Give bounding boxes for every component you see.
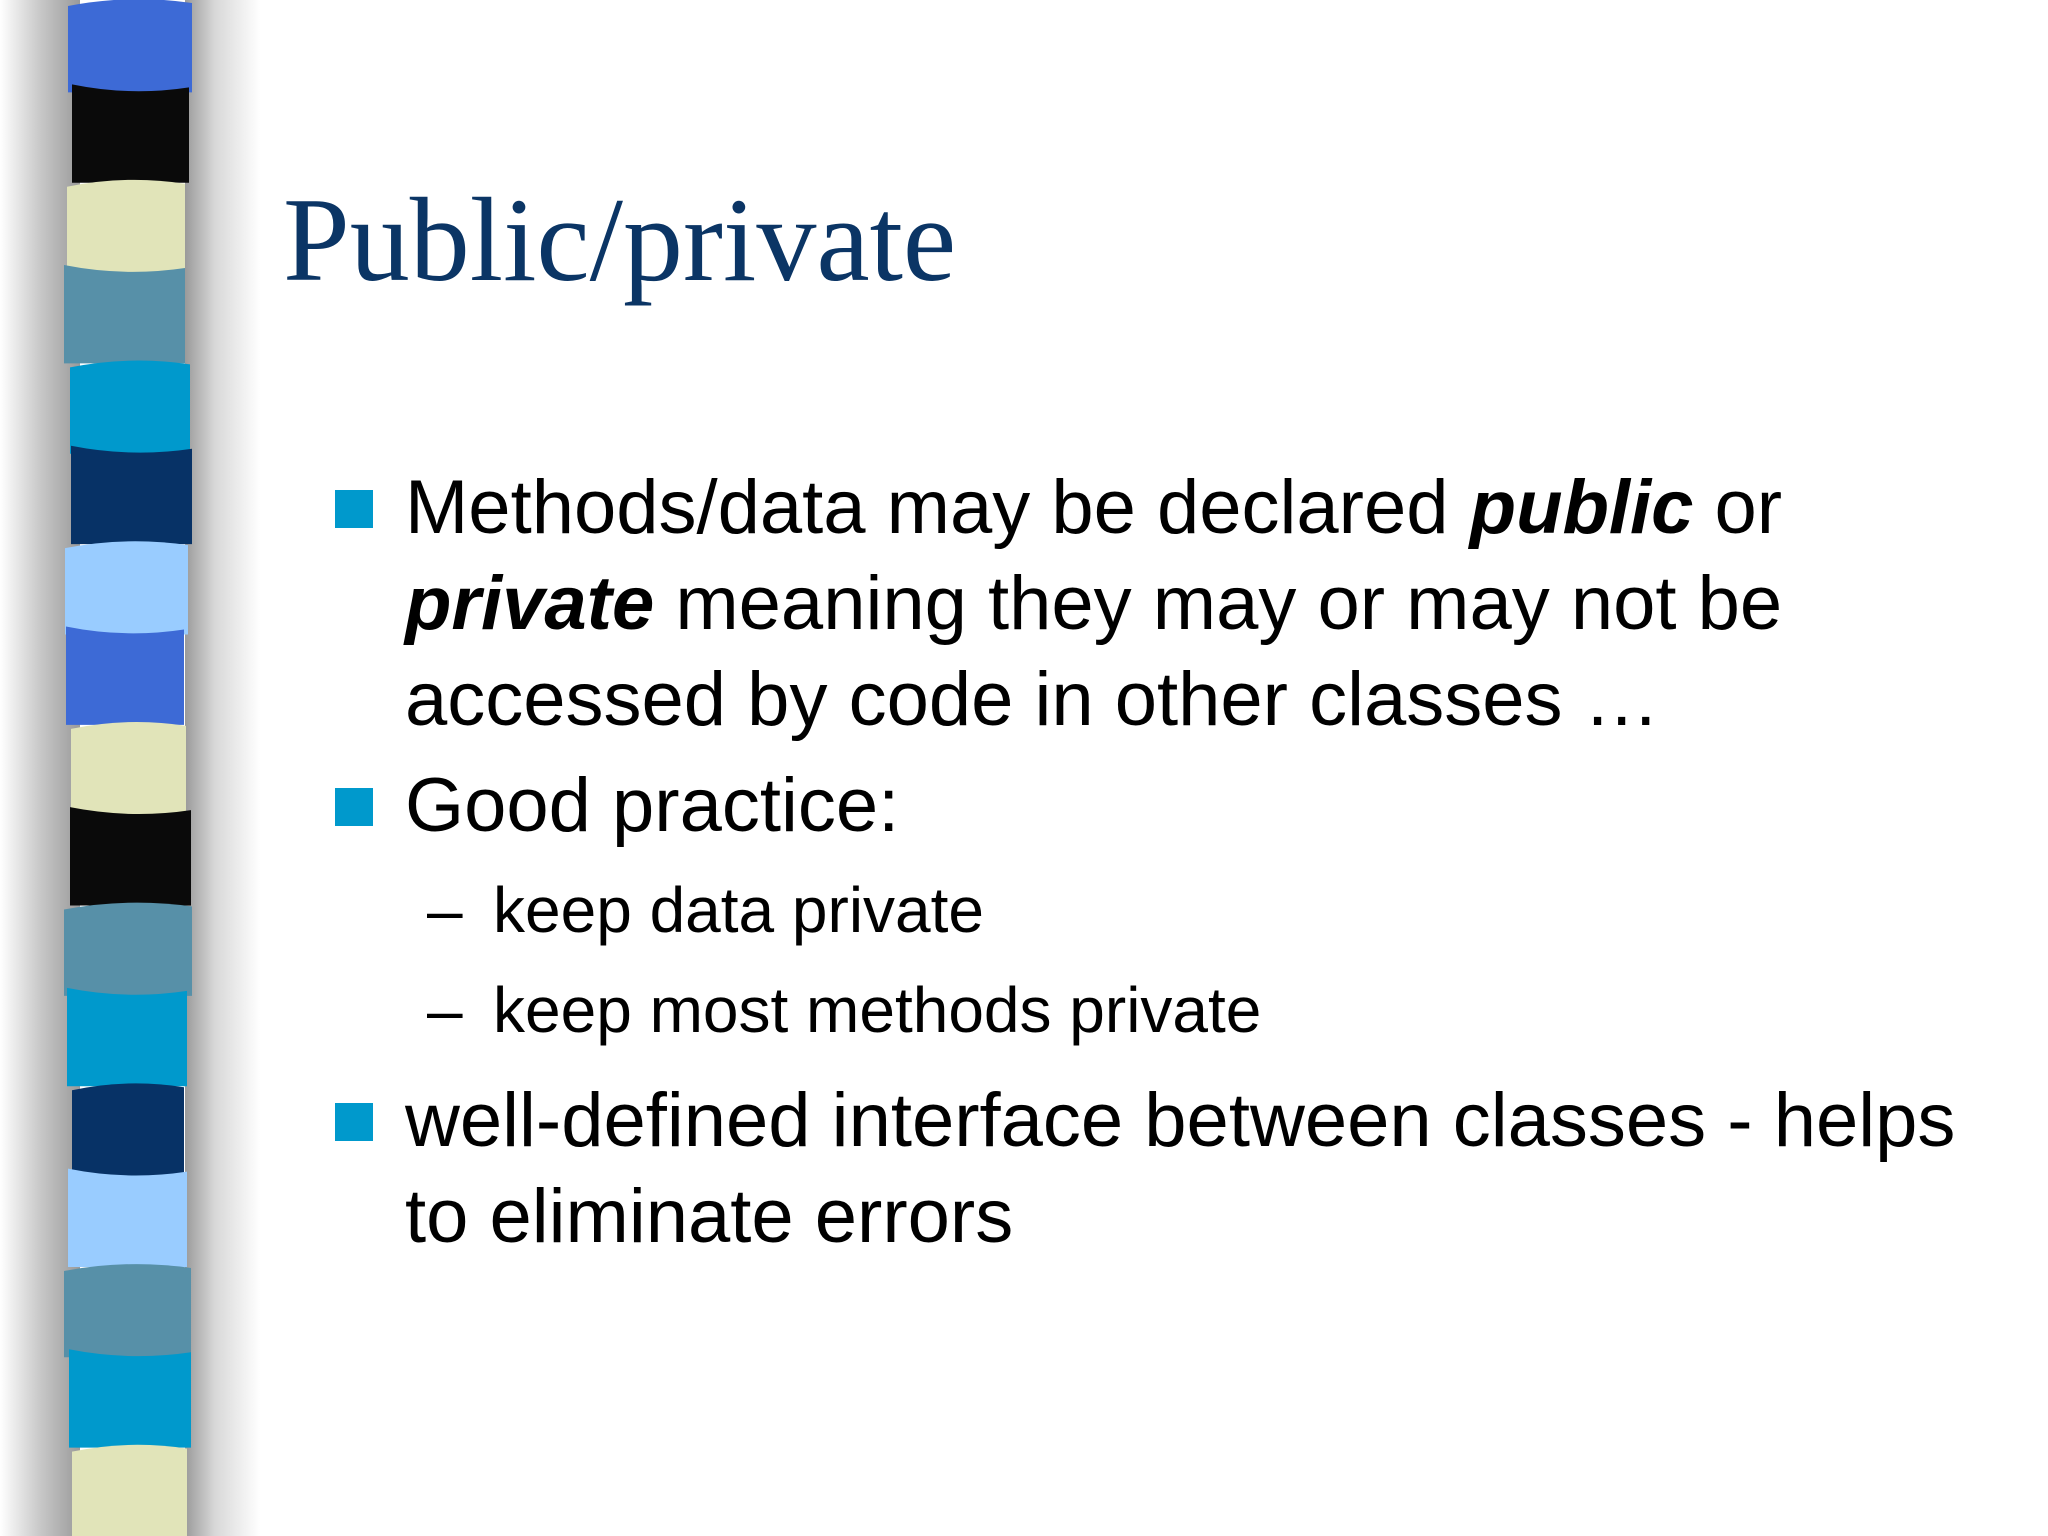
stripe-band	[64, 903, 192, 996]
keyword-public: public	[1469, 465, 1694, 550]
stripe-band	[70, 807, 191, 905]
square-bullet-icon	[335, 788, 373, 826]
bullet-text: well-defined interface between classes - helps to eliminate errors	[405, 1078, 1956, 1259]
stripe-band	[71, 446, 192, 544]
stripe-band	[71, 722, 186, 815]
sub-item-text: keep data private	[493, 874, 984, 946]
sub-item-keep-methods-private	[427, 970, 1262, 1050]
bullet-text: or	[1693, 465, 1783, 550]
en-dash-marker: –	[427, 874, 463, 946]
square-bullet-icon	[335, 1103, 373, 1141]
stripe-band	[66, 626, 184, 724]
stripe-band	[67, 988, 187, 1086]
bullet-item-access-modifiers	[405, 460, 1965, 748]
stripe-band	[69, 1349, 191, 1447]
sub-item-keep-data-private	[427, 870, 984, 950]
stripe-band	[72, 1445, 187, 1536]
bullet-text: Good practice:	[405, 763, 900, 848]
stripe-band	[64, 265, 185, 363]
keyword-private: private	[405, 561, 655, 646]
sub-item-text: keep most methods private	[493, 974, 1262, 1046]
stripe-band	[68, 1169, 187, 1267]
stripe-band	[67, 180, 185, 273]
square-bullet-icon	[335, 490, 373, 528]
bullet-item-interface	[405, 1073, 1965, 1265]
bullet-item-good-practice	[405, 758, 1965, 854]
stripe-band	[64, 1264, 191, 1357]
stripe-band	[68, 0, 192, 92]
bullet-text: Methods/data may be declared	[405, 465, 1470, 550]
stripe-band	[72, 84, 189, 182]
bullet-text: meaning they may or may not be accessed by code in other classes …	[405, 561, 1783, 742]
stripe-band	[65, 541, 188, 634]
stripe-band	[72, 1083, 184, 1176]
slide-title: Public/private	[283, 173, 957, 306]
en-dash-marker: –	[427, 974, 463, 1046]
stripe-band	[70, 361, 190, 454]
decorative-stripe	[0, 0, 260, 1536]
